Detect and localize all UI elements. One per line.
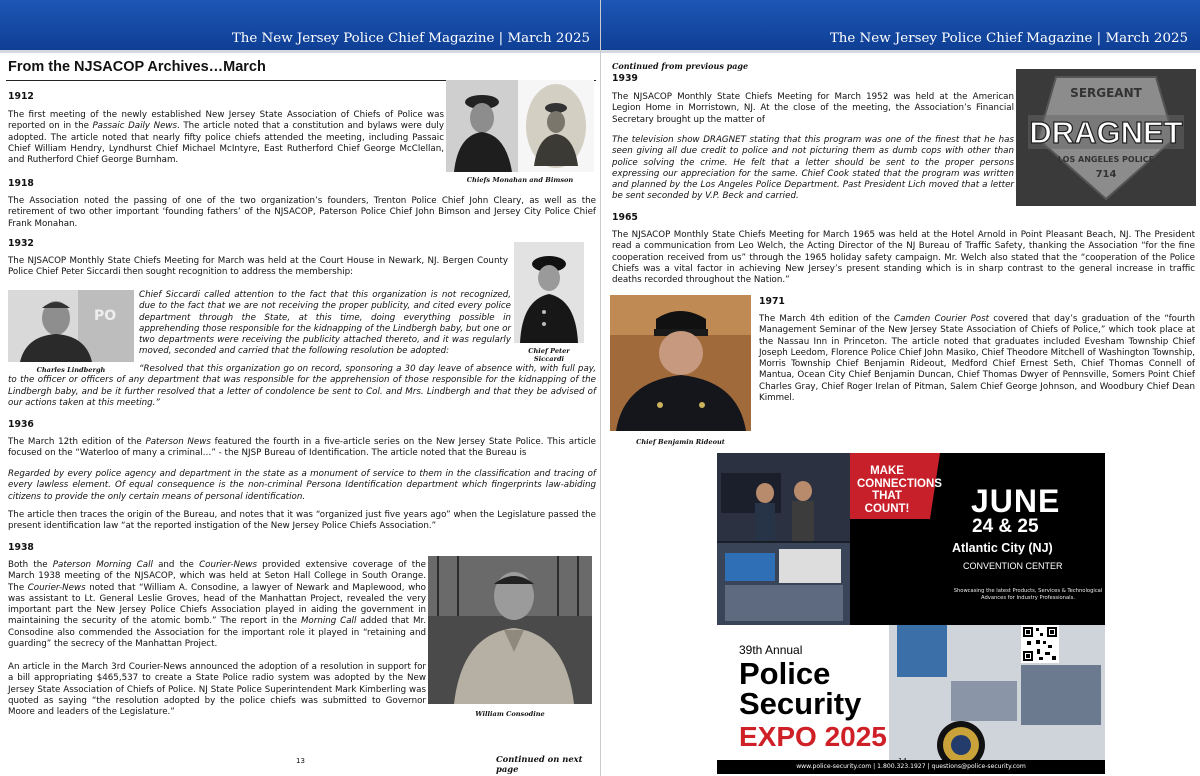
para-1965: The NJSACOP Monthly State Chiefs Meeting for March 1965 was held at the Hotel Arnold in Point Pleasant Beach, NJ. The President read a communication from Leo Welch, the Acting Director of the NJ Bureau of Traffic Safety, thanking the Association “for the fine cooperation received from us” through the 1965 holiday safety campaign. Mr. Welch also stated that the “cooperation of the Police Chiefs was a vital factor in achieving New Jersey’s present standing which is in sharp contrast to the general increase in traffic deaths recorded throughout the Nation.” [612,230,1195,286]
quote-1939: The television show DRAGNET stating that this program was one of the finest that he has seen giving all due credit to police and not picturing them as dumb cops with other than police solving the crime. He felt that a letter should be sent to the proper persons expressing our appreciation for the same. Chief Cook stated that the program was written and planned by the Los Angeles Police Department. Past President Lich moved that a letter be sent seconded by V.P. Beck and carried. [612,135,1014,202]
dragnet-image [1016,69,1196,206]
ad-slogan: MAKE CONNECTIONS THAT COUNT! [857,465,942,515]
continued-prev: Continued from previous page [612,61,749,71]
ad-photo-collage [717,453,850,625]
para-1918: The Association noted the passing of one of the two organization’s founders, Trenton Police Chief John Cleary, as well as the retirement of two other important ‘founding fathers’ of the NJSACOP, Paterson Police Chief John Bimson and Jersey City Police Chief Frank Monahan. [8,196,596,229]
svg-text:PO: PO [94,308,117,324]
caption-consodine: William Consodine [475,710,545,718]
para-1912: The first meeting of the newly established New Jersey State Association of Chiefs of Police was reported on in the Passaic Daily News. The article noted that a constitution and bylaws were duly adopted. The article noted that nearly fifty police chiefs attended the meeting, including Passaic Chief William Hendry, Lyndhurst Chief Michael McIntyre, East Rutherford Chief George McClellan, and Rutherford Chief George Burnham. [8,110,444,166]
photo-monahan-bimson [446,80,594,172]
ad-footer[interactable]: www.police-security.com | 1.800.323.1927 | questions@police-security.com [717,760,1105,774]
year-1912: 1912 [8,91,34,102]
caption-siccardi: Chief Peter Siccardi [528,347,570,363]
caption-rideout: Chief Benjamin Rideout [636,438,725,446]
para-1936-origin: The article then traces the origin of the Bureau, and notes that it was “organized just five years ago” when the Legislature passed the present identification law “at the reported instigation of the New Jersey Police Chiefs Association.” [8,510,596,532]
page-number-right: 14 [898,757,907,765]
header-title-right: The New Jersey Police Chief Magazine | March 2025 [829,31,1188,46]
right-page [600,0,1200,776]
badge-number: 714 [1095,169,1117,180]
ad-venue: CONVENTION CENTER [963,561,1063,571]
photo-lindbergh [8,290,134,362]
article-title: From the NJSACOP Archives…March [6,59,596,81]
year-1918: 1918 [8,178,34,189]
para-1938: Both the Paterson Morning Call and the Courier-News provided extensive coverage of the March 1938 meeting of the NJSACOP, which was held at Seton Hall College in South Orange. The Courier-News noted that “William A. Consodine, a lawyer of Newark and Maplewood, who was assistant to Lt. General Leslie Groves, head of the Manhattan Project, revealed the very important part the New Jersey Police Chiefs Association played in aiding the government in maintaining the security of the atomic bomb.” The report in the Morning Call added that Mr. Consodine also commended the Association for the important role it played in “retaining and guarding” the secrecy of the Manhattan Project. [8,560,426,650]
badge-top-text: SERGEANT [1070,86,1142,100]
ad-annual: 39th Annual [739,643,803,657]
ad-city: Atlantic City (NJ) [952,541,1053,555]
page-number-left: 13 [296,757,305,765]
year-1936: 1936 [8,419,34,430]
caption-monahan-bimson: Chiefs Monahan and Bimson [466,176,574,184]
ad-police: Police [739,656,831,691]
year-1932: 1932 [8,238,34,249]
year-1938: 1938 [8,542,34,553]
para-1932: The NJSACOP Monthly State Chiefs Meeting for March was held at the Court House in Newark, NJ. Bergen County Police Chief Peter Siccardi then sought recognition to address the membership: [8,256,508,278]
year-1939: 1939 [612,73,638,84]
photo-rideout [610,295,751,431]
year-1971: 1971 [759,296,785,307]
badge-city-text: LOS ANGELES POLICE [1057,155,1155,164]
photo-consodine [428,556,592,704]
ad-showcase: Showcasing the latest Products, Services & Technological Advances for Industry Professionals. [953,588,1103,601]
ad-expo: EXPO 2025 [739,721,887,752]
header-bar [0,0,600,53]
continued-next: Continued on next page [496,754,583,774]
ad-police-security [739,656,862,721]
header-bar-right [601,0,1200,53]
ad-security: Security [739,686,862,721]
expo-advertisement[interactable] [717,453,1105,774]
ad-qr-code[interactable] [1021,625,1059,663]
photo-siccardi [514,242,584,343]
year-1965: 1965 [612,212,638,223]
para-1939: The NJSACOP Monthly State Chiefs Meeting for March 1952 was held at the American Legion Home in Morristown, NJ. At the close of the meeting, the Association’s Financial Secretary brought up the matter of [612,92,1014,125]
ad-month: JUNE [971,483,1061,519]
quote-1936: Regarded by every police agency and department in the state as a monument of service to them in the classification and tracing of every lawless element. Of equal consequence is the non-criminal Persona Identification department which fingerprints law-abiding citizens to provide the only certain means of personal identification. [8,469,596,502]
dragnet-title: DRAGNET [1029,115,1183,150]
header-title: The New Jersey Police Chief Magazine | March 2025 [231,31,590,46]
para-1936: The March 12th edition of the Paterson News featured the fourth in a five-article series on the New Jersey State Police. This article focused on the “Waterloo of many a criminal…” - the NJSP Bureau of Identification. The article noted that the Bureau is [8,437,596,459]
para-1938-radio: An article in the March 3rd Courier-News announced the adoption of a resolution in support for a bill appropriating $465,537 to create a State Police radio system was adopted by the New Jersey State Association of Chiefs of Police. NJ State Police Superintendent Mark Kimberling was quoted as saying “the resolution adopted by the police chiefs was submitted to Governor Moore and leaders of the Legislature.” [8,662,426,718]
caption-lindbergh: Charles Lindbergh [36,366,106,374]
resolution-quote: “Resolved that this organization go on record, sponsoring a 30 day leave of absence with, with full pay, to the officer or officers of any department that was responsible for the apprehension of those responsible for the kidnapping of the Lindbergh baby, and be it further resolved that a letter of condolence be sent to Col. and Mrs. Lindbergh and that they be advised of our actions taken at this meeting.” [8,364,596,408]
ad-dates: 24 & 25 [972,516,1039,537]
para-1971: The March 4th edition of the Camden Courier Post covered that day’s graduation of the “fourth Management Seminar of the New Jersey State Association of Chiefs of Police,” which took place at the Nassau Inn in Princeton. The article noted that graduates included Evesham Township Chief Joseph Leedom, Florence Police Chief John Masiko, Chief Theodore Mitchell of Washington Township, Morris Township Chief Benjamin Rideout, Medford Chief Ernest Seth, Chief Thomas Connell of Mantua, Ocean City Chief Benjamin Duncan, Chief Thomas Dwyer of Pennsville, Somers Point Chief Charles Gray, Chief Roger Irelan of Pitman, Salem Chief George Johnson, and Woodbury Chief Dean Kimmel. [759,314,1195,404]
quote-siccardi: Chief Siccardi called attention to the fact that this organization is not recognized, due to the fact that we are not receiving the proper publicity, and cited every police department through the State, at this time, doing everything possible in apprehending those responsible for the kidnapping of the Lindbergh baby, but one or two departments were receiving the publicity attached thereto, and it was regularly moved, seconded and carried that the following resolution be adopted: [139,290,511,357]
